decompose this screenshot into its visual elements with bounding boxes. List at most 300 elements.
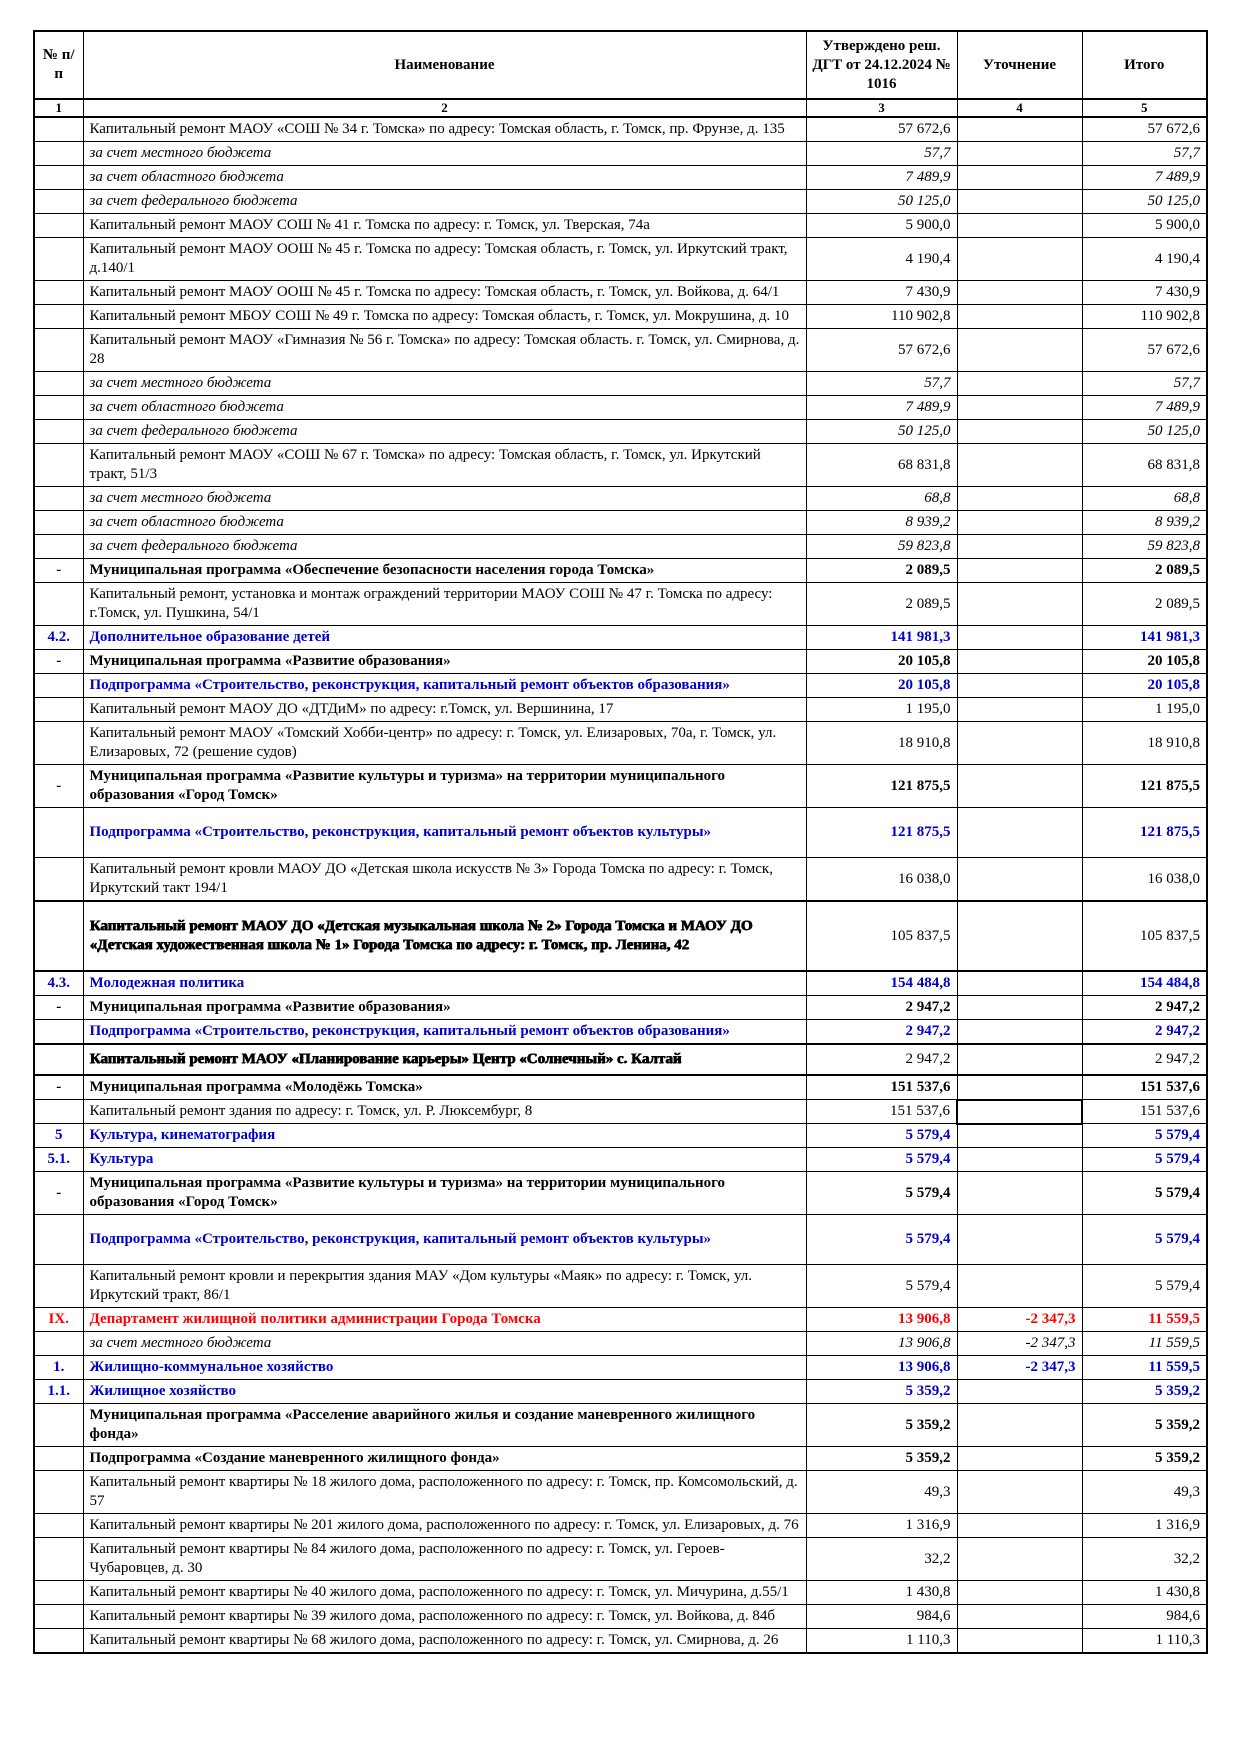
row-number-cell [34,858,83,902]
row-name-cell: Капитальный ремонт кровли МАОУ ДО «Детская школа искусств № 3» Города Томска по адресу: г. Томск, Иркутский такт 194/1 [83,858,806,902]
total-value-cell: 5 359,2 [1082,1447,1207,1471]
column-number: 1 [34,99,83,117]
total-value-cell: 68,8 [1082,487,1207,511]
table-row [34,305,1207,329]
approved-value-cell: 13 906,8 [806,1356,957,1380]
adjustment-value-cell [957,1075,1082,1100]
table-row [34,996,1207,1020]
row-number-cell [34,117,83,142]
approved-value-cell: 57 672,6 [806,117,957,142]
approved-value-cell: 5 579,4 [806,1265,957,1308]
total-value-cell: 141 981,3 [1082,626,1207,650]
approved-value-cell: 20 105,8 [806,650,957,674]
approved-value-cell: 5 359,2 [806,1380,957,1404]
approved-value-cell: 18 910,8 [806,722,957,765]
row-number-cell [34,444,83,487]
adjustment-value-cell [957,1447,1082,1471]
row-number-cell [34,329,83,372]
table-row [34,1124,1207,1148]
header-num: № п/п [34,31,83,99]
approved-value-cell: 2 947,2 [806,1020,957,1045]
row-number-cell [34,583,83,626]
total-value-cell: 11 559,5 [1082,1356,1207,1380]
row-number-cell [34,901,83,971]
approved-value-cell: 32,2 [806,1538,957,1581]
total-value-cell: 5 900,0 [1082,214,1207,238]
total-value-cell: 16 038,0 [1082,858,1207,902]
total-value-cell: 2 089,5 [1082,559,1207,583]
row-name-cell: за счет местного бюджета [83,487,806,511]
row-name-cell: Культура, кинематография [83,1124,806,1148]
approved-value-cell: 151 537,6 [806,1075,957,1100]
table-row [34,1100,1207,1124]
table-row [34,722,1207,765]
table-row [34,1581,1207,1605]
approved-value-cell: 5 579,4 [806,1148,957,1172]
approved-value-cell: 2 947,2 [806,1044,957,1075]
row-name-cell: Муниципальная программа «Молодёжь Томска» [83,1075,806,1100]
row-number-cell [34,1538,83,1581]
total-value-cell: 50 125,0 [1082,190,1207,214]
adjustment-value-cell [957,698,1082,722]
row-number-cell [34,396,83,420]
total-value-cell: 5 579,4 [1082,1215,1207,1265]
table-row [34,511,1207,535]
row-number-cell: 1.1. [34,1380,83,1404]
row-name-cell: Капитальный ремонт МАОУ «СОШ № 34 г. Томска» по адресу: Томская область, г. Томск, пр. Фрунзе, д. 135 [83,117,806,142]
table-row [34,190,1207,214]
row-name-cell: Муниципальная программа «Развитие образования» [83,996,806,1020]
total-value-cell: 20 105,8 [1082,674,1207,698]
total-value-cell: 154 484,8 [1082,971,1207,996]
row-name-cell: Муниципальная программа «Развитие культуры и туризма» на территории муниципального образования «Город Томск» [83,1172,806,1215]
table-row [34,142,1207,166]
row-name-cell: Муниципальная программа «Развитие образования» [83,650,806,674]
table-row [34,487,1207,511]
adjustment-value-cell [957,238,1082,281]
row-number-cell: - [34,996,83,1020]
row-name-cell: Подпрограмма «Строительство, реконструкция, капитальный ремонт объектов образования» [83,1020,806,1045]
approved-value-cell: 1 195,0 [806,698,957,722]
table-row [34,372,1207,396]
table-body [34,117,1207,1653]
approved-value-cell: 7 430,9 [806,281,957,305]
total-value-cell: 5 579,4 [1082,1148,1207,1172]
adjustment-value-cell [957,1020,1082,1045]
row-number-cell [34,808,83,858]
row-name-cell: Подпрограмма «Строительство, реконструкция, капитальный ремонт объектов культуры» [83,1215,806,1265]
table-row [34,1172,1207,1215]
approved-value-cell: 1 430,8 [806,1581,957,1605]
adjustment-value-cell [957,1538,1082,1581]
table-row [34,1308,1207,1332]
table-row [34,420,1207,444]
row-name-cell: Капитальный ремонт МАОУ ООШ № 45 г. Томска по адресу: Томская область, г. Томск, ул. Войкова, д. 64/1 [83,281,806,305]
table-row [34,444,1207,487]
adjustment-value-cell [957,329,1082,372]
header-adjustment: Уточнение [957,31,1082,99]
row-number-cell [34,722,83,765]
approved-value-cell: 1 316,9 [806,1514,957,1538]
row-number-cell: - [34,1075,83,1100]
column-number: 5 [1082,99,1207,117]
row-number-cell [34,674,83,698]
approved-value-cell: 4 190,4 [806,238,957,281]
row-number-cell [34,487,83,511]
column-number: 4 [957,99,1082,117]
header-approved: Утверждено реш. ДГТ от 24.12.2024 № 1016 [806,31,957,99]
row-name-cell: за счет местного бюджета [83,372,806,396]
adjustment-value-cell [957,858,1082,902]
row-name-cell: Муниципальная программа «Расселение аварийного жилья и создание маневренного жилищного фонда» [83,1404,806,1447]
adjustment-value-cell [957,487,1082,511]
row-name-cell: Капитальный ремонт МАОУ «Томский Хобби-центр» по адресу: г. Томск, ул. Елизаровых, 70а, г. Томск, ул. Елизаровых, 72 (решение судов) [83,722,806,765]
table-row [34,166,1207,190]
approved-value-cell: 20 105,8 [806,674,957,698]
row-name-cell: Капитальный ремонт квартиры № 39 жилого дома, расположенного по адресу: г. Томск, ул. Войкова, д. 84б [83,1605,806,1629]
row-name-cell: за счет местного бюджета [83,142,806,166]
table-row [34,1514,1207,1538]
row-name-cell: за счет областного бюджета [83,396,806,420]
total-value-cell: 32,2 [1082,1538,1207,1581]
row-number-cell: 5 [34,1124,83,1148]
row-number-cell: 1. [34,1356,83,1380]
row-number-cell [34,1471,83,1514]
row-name-cell: Капитальный ремонт квартиры № 201 жилого дома, расположенного по адресу: г. Томск, ул. Елизаровых, д. 76 [83,1514,806,1538]
table-row [34,1148,1207,1172]
row-name-cell: Капитальный ремонт квартиры № 18 жилого дома, расположенного по адресу: г. Томск, пр. Комсомольский, д. 57 [83,1471,806,1514]
row-name-cell: Подпрограмма «Создание маневренного жилищного фонда» [83,1447,806,1471]
row-number-cell [34,511,83,535]
total-value-cell: 121 875,5 [1082,765,1207,808]
total-value-cell: 4 190,4 [1082,238,1207,281]
total-value-cell: 1 195,0 [1082,698,1207,722]
adjustment-value-cell: -2 347,3 [957,1332,1082,1356]
row-name-cell: за счет областного бюджета [83,511,806,535]
adjustment-value-cell [957,190,1082,214]
row-number-cell [34,1514,83,1538]
approved-value-cell: 16 038,0 [806,858,957,902]
approved-value-cell: 151 537,6 [806,1100,957,1124]
total-value-cell: 5 359,2 [1082,1404,1207,1447]
table-row [34,1447,1207,1471]
total-value-cell: 1 316,9 [1082,1514,1207,1538]
row-name-cell: Молодежная политика [83,971,806,996]
adjustment-value-cell [957,396,1082,420]
row-number-cell [34,190,83,214]
row-name-cell: за счет областного бюджета [83,166,806,190]
row-name-cell: Капитальный ремонт МБОУ СОШ № 49 г. Томска по адресу: Томская область, г. Томск, ул. Мокрушина, д. 10 [83,305,806,329]
total-value-cell: 5 579,4 [1082,1265,1207,1308]
total-value-cell: 1 110,3 [1082,1629,1207,1654]
adjustment-value-cell [957,765,1082,808]
approved-value-cell: 57,7 [806,372,957,396]
adjustment-value-cell [957,1404,1082,1447]
row-name-cell: Капитальный ремонт МАОУ ДО «ДТДиМ» по адресу: г.Томск, ул. Вершинина, 17 [83,698,806,722]
table-row [34,1075,1207,1100]
row-number-cell [34,535,83,559]
adjustment-value-cell [957,996,1082,1020]
row-name-cell: Капитальный ремонт здания по адресу: г. Томск, ул. Р. Люксембург, 8 [83,1100,806,1124]
adjustment-value-cell [957,1581,1082,1605]
row-name-cell: Капитальный ремонт МАОУ «Гимназия № 56 г. Томска» по адресу: Томская область. г. Томск, ул. Смирнова, д. 28 [83,329,806,372]
row-number-cell [34,1605,83,1629]
table-row [34,214,1207,238]
total-value-cell: 8 939,2 [1082,511,1207,535]
adjustment-value-cell [957,674,1082,698]
approved-value-cell: 7 489,9 [806,396,957,420]
table-row [34,329,1207,372]
adjustment-value-cell [957,214,1082,238]
table-row [34,1380,1207,1404]
approved-value-cell: 5 359,2 [806,1404,957,1447]
row-name-cell: Капитальный ремонт, установка и монтаж ограждений территории МАОУ СОШ № 47 г. Томска по адресу: г.Томск, ул. Пушкина, 54/1 [83,583,806,626]
table-row [34,1605,1207,1629]
row-number-cell: 4.2. [34,626,83,650]
table-row [34,901,1207,971]
total-value-cell: 68 831,8 [1082,444,1207,487]
adjustment-value-cell [957,305,1082,329]
approved-value-cell: 984,6 [806,1605,957,1629]
row-name-cell: Капитальный ремонт МАОУ ООШ № 45 г. Томска по адресу: Томская область, г. Томск, ул. Иркутский тракт, д.140/1 [83,238,806,281]
approved-value-cell: 5 579,4 [806,1172,957,1215]
total-value-cell: 1 430,8 [1082,1581,1207,1605]
adjustment-value-cell [957,559,1082,583]
row-number-cell: - [34,650,83,674]
approved-value-cell: 68 831,8 [806,444,957,487]
table-row [34,559,1207,583]
table-row [34,535,1207,559]
approved-value-cell: 13 906,8 [806,1308,957,1332]
table-row [34,971,1207,996]
approved-value-cell: 2 089,5 [806,583,957,626]
adjustment-value-cell [957,583,1082,626]
row-name-cell: Подпрограмма «Строительство, реконструкция, капитальный ремонт объектов образования» [83,674,806,698]
total-value-cell: 57,7 [1082,372,1207,396]
row-name-cell: Капитальный ремонт МАОУ ДО «Детская музыкальная школа № 2» Города Томска и МАОУ ДО «Детская художественная школа № 1» Города Томска по адресу: г. Томск, пр. Ленина, 42 [83,901,806,971]
total-value-cell: 50 125,0 [1082,420,1207,444]
adjustment-value-cell [957,1629,1082,1654]
row-name-cell: Муниципальная программа «Развитие культуры и туризма» на территории муниципального образования «Город Томск» [83,765,806,808]
row-number-cell: - [34,1172,83,1215]
total-value-cell: 2 947,2 [1082,1044,1207,1075]
row-name-cell: Культура [83,1148,806,1172]
adjustment-value-cell [957,626,1082,650]
approved-value-cell: 2 089,5 [806,559,957,583]
adjustment-value-cell [957,808,1082,858]
table-row [34,1215,1207,1265]
row-number-cell [34,1215,83,1265]
approved-value-cell: 49,3 [806,1471,957,1514]
row-name-cell: за счет федерального бюджета [83,420,806,444]
adjustment-value-cell [957,1124,1082,1148]
approved-value-cell: 50 125,0 [806,420,957,444]
row-name-cell: Департамент жилищной политики администрации Города Томска [83,1308,806,1332]
adjustment-value-cell [957,722,1082,765]
table-row [34,281,1207,305]
row-name-cell: Капитальный ремонт МАОУ «Планирование карьеры» Центр «Солнечный» с. Калтай [83,1044,806,1075]
adjustment-value-cell [957,901,1082,971]
total-value-cell: 5 579,4 [1082,1124,1207,1148]
adjustment-value-cell [957,281,1082,305]
column-number: 2 [83,99,806,117]
adjustment-value-cell: -2 347,3 [957,1356,1082,1380]
total-value-cell: 49,3 [1082,1471,1207,1514]
table-row [34,1538,1207,1581]
column-number: 3 [806,99,957,117]
total-value-cell: 18 910,8 [1082,722,1207,765]
row-number-cell [34,1332,83,1356]
table-row [34,674,1207,698]
table-row [34,626,1207,650]
row-number-cell [34,166,83,190]
table-row [34,1265,1207,1308]
approved-value-cell: 57 672,6 [806,329,957,372]
row-name-cell: Капитальный ремонт МАОУ СОШ № 41 г. Томска по адресу: г. Томск, ул. Тверская, 74а [83,214,806,238]
approved-value-cell: 2 947,2 [806,996,957,1020]
adjustment-value-cell [957,1605,1082,1629]
row-number-cell [34,1265,83,1308]
total-value-cell: 57 672,6 [1082,117,1207,142]
adjustment-value-cell [957,117,1082,142]
table-row [34,765,1207,808]
approved-value-cell: 141 981,3 [806,626,957,650]
row-name-cell: Капитальный ремонт кровли и перекрытия здания МАУ «Дом культуры «Маяк» по адресу: г. Томск, ул. Иркутский тракт, 86/1 [83,1265,806,1308]
approved-value-cell: 13 906,8 [806,1332,957,1356]
total-value-cell: 57 672,6 [1082,329,1207,372]
approved-value-cell: 50 125,0 [806,190,957,214]
approved-value-cell: 110 902,8 [806,305,957,329]
adjustment-value-cell [957,535,1082,559]
adjustment-value-cell [957,420,1082,444]
row-number-cell: IX. [34,1308,83,1332]
row-name-cell: Муниципальная программа «Обеспечение безопасности населения города Томска» [83,559,806,583]
table-row [34,1356,1207,1380]
table-row [34,396,1207,420]
table-row [34,238,1207,281]
total-value-cell: 7 489,9 [1082,396,1207,420]
adjustment-value-cell [957,1215,1082,1265]
adjustment-value-cell [957,166,1082,190]
approved-value-cell: 154 484,8 [806,971,957,996]
adjustment-value-cell [957,511,1082,535]
row-name-cell: Дополнительное образование детей [83,626,806,650]
adjustment-value-cell [957,1471,1082,1514]
approved-value-cell: 1 110,3 [806,1629,957,1654]
row-number-cell [34,698,83,722]
table-row [34,650,1207,674]
total-value-cell: 110 902,8 [1082,305,1207,329]
adjustment-value-cell [957,1044,1082,1075]
total-value-cell: 11 559,5 [1082,1332,1207,1356]
row-name-cell: Подпрограмма «Строительство, реконструкция, капитальный ремонт объектов культуры» [83,808,806,858]
row-name-cell: Жилищно-коммунальное хозяйство [83,1356,806,1380]
total-value-cell: 7 430,9 [1082,281,1207,305]
approved-value-cell: 68,8 [806,487,957,511]
approved-value-cell: 105 837,5 [806,901,957,971]
row-number-cell [34,1629,83,1654]
budget-table [33,30,1208,1654]
row-name-cell: Капитальный ремонт квартиры № 84 жилого дома, расположенного по адресу: г. Томск, ул. Героев-Чубаровцев, д. 30 [83,1538,806,1581]
column-numbers-row [34,99,1207,117]
header-row [34,31,1207,99]
row-number-cell [34,142,83,166]
total-value-cell: 57,7 [1082,142,1207,166]
total-value-cell: 2 947,2 [1082,996,1207,1020]
approved-value-cell: 5 579,4 [806,1215,957,1265]
row-number-cell [34,238,83,281]
adjustment-value-cell [957,1380,1082,1404]
table-row [34,1404,1207,1447]
row-number-cell [34,1581,83,1605]
total-value-cell: 151 537,6 [1082,1075,1207,1100]
total-value-cell: 151 537,6 [1082,1100,1207,1124]
row-number-cell: 5.1. [34,1148,83,1172]
adjustment-value-cell [957,1265,1082,1308]
total-value-cell: 2 089,5 [1082,583,1207,626]
row-name-cell: за счет федерального бюджета [83,535,806,559]
row-number-cell [34,420,83,444]
total-value-cell: 7 489,9 [1082,166,1207,190]
row-number-cell: - [34,765,83,808]
row-number-cell [34,1044,83,1075]
header-total: Итого [1082,31,1207,99]
table-row [34,698,1207,722]
adjustment-value-cell [957,650,1082,674]
row-number-cell [34,214,83,238]
total-value-cell: 105 837,5 [1082,901,1207,971]
adjustment-value-cell [957,971,1082,996]
adjustment-value-cell: -2 347,3 [957,1308,1082,1332]
table-row [34,808,1207,858]
row-name-cell: за счет местного бюджета [83,1332,806,1356]
approved-value-cell: 8 939,2 [806,511,957,535]
row-number-cell: 4.3. [34,971,83,996]
adjustment-value-cell [957,142,1082,166]
row-number-cell [34,281,83,305]
approved-value-cell: 5 579,4 [806,1124,957,1148]
approved-value-cell: 59 823,8 [806,535,957,559]
row-name-cell: Жилищное хозяйство [83,1380,806,1404]
total-value-cell: 59 823,8 [1082,535,1207,559]
table-row [34,1020,1207,1045]
row-name-cell: за счет федерального бюджета [83,190,806,214]
header-name: Наименование [83,31,806,99]
table-row [34,1044,1207,1075]
approved-value-cell: 121 875,5 [806,765,957,808]
row-number-cell [34,1020,83,1045]
row-name-cell: Капитальный ремонт квартиры № 68 жилого дома, расположенного по адресу: г. Томск, ул. Смирнова, д. 26 [83,1629,806,1654]
table-row [34,1629,1207,1654]
approved-value-cell: 7 489,9 [806,166,957,190]
total-value-cell: 5 579,4 [1082,1172,1207,1215]
adjustment-value-cell [957,444,1082,487]
row-number-cell [34,1404,83,1447]
table-row [34,1471,1207,1514]
adjustment-value-cell [957,1148,1082,1172]
approved-value-cell: 5 900,0 [806,214,957,238]
total-value-cell: 984,6 [1082,1605,1207,1629]
total-value-cell: 11 559,5 [1082,1308,1207,1332]
total-value-cell: 20 105,8 [1082,650,1207,674]
total-value-cell: 121 875,5 [1082,808,1207,858]
row-number-cell [34,372,83,396]
table-row [34,117,1207,142]
adjustment-value-cell [957,1100,1082,1124]
adjustment-value-cell [957,372,1082,396]
row-name-cell: Капитальный ремонт МАОУ «СОШ № 67 г. Томска» по адресу: Томская область, г. Томск, ул. Иркутский тракт, 51/3 [83,444,806,487]
approved-value-cell: 121 875,5 [806,808,957,858]
